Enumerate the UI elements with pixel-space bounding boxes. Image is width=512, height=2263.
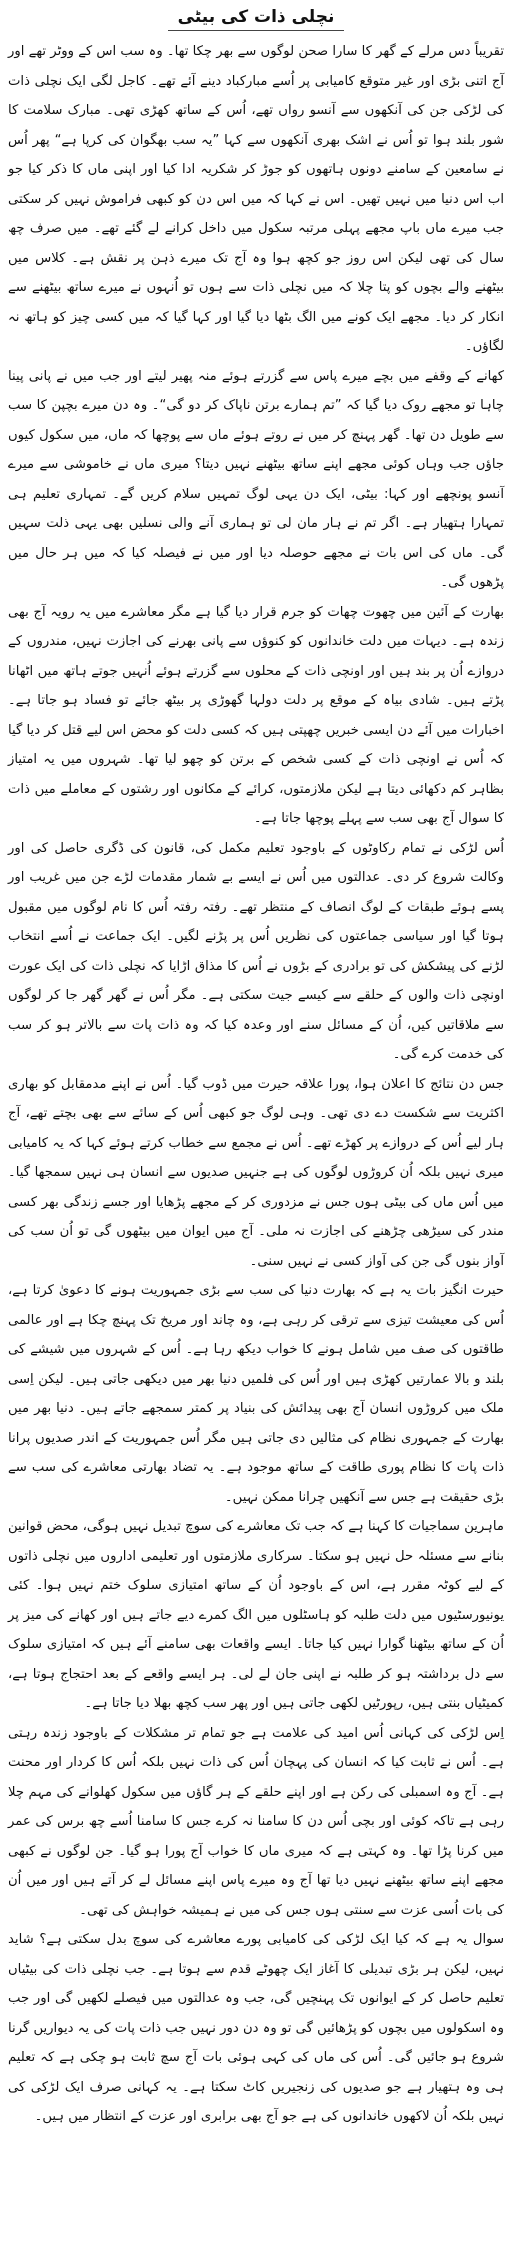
- paragraph: بھارت کے آئین میں چھوت چھات کو جرم قرار دیا گیا ہے مگر معاشرے میں یہ رویہ آج بھی زندہ ہے۔ دیہات میں دلت خاندانوں کو کنوؤں سے پانی بھرنے کی اجازت نہیں، مندروں کے دروازے اُن پر بند ہیں اور اونچی ذات کے محلوں سے گزرتے ہوئے اُنہیں جوتے ہاتھ میں اٹھانا پڑتے ہیں۔ شادی بیاہ کے موقع پر دلت دولہا گھوڑی پر بیٹھ جائے تو فساد ہو جاتا ہے۔ اخبارات میں آئے دن ایسی خبریں چھپتی ہیں کہ کسی دلت کو محض اس لیے قتل کر دیا گیا کہ اُس نے اونچی ذات کے کسی شخص کے برتن کو چھو لیا تھا۔ شہروں میں یہ امتیاز بظاہر کم دکھائی دیتا ہے لیکن ملازمتوں، کرائے کے مکانوں اور رشتوں کے معاملے میں ذات کا سوال آج بھی سب سے پہلے پوچھا جاتا ہے۔: [8, 604, 504, 826]
- paragraph: سوال یہ ہے کہ کیا ایک لڑکی کی کامیابی پورے معاشرے کی سوچ بدل سکتی ہے؟ شاید نہیں، لیکن ہر بڑی تبدیلی کا آغاز ایک چھوٹے قدم سے ہوتا ہے۔ جب نچلی ذات کی بیٹیاں تعلیم حاصل کر کے ایوانوں تک پہنچیں گی، جب وہ عدالتوں میں فیصلے لکھیں گی اور جب وہ اسکولوں میں بچوں کو پڑھائیں گی تو وہ دن دور نہیں جب ذات پات کی یہ دیواریں گرنا شروع ہو جائیں گی۔ اُس کی ماں کی کہی ہوئی بات آج سچ ثابت ہو چکی ہے کہ تعلیم ہی وہ ہتھیار ہے جو صدیوں کی زنجیریں کاٹ سکتا ہے۔ یہ کہانی صرف ایک لڑکی کی نہیں بلکہ اُن لاکھوں خاندانوں کی ہے جو آج بھی برابری اور عزت کے انتظار میں ہیں۔: [8, 1932, 504, 2124]
- paragraph: تقریباً دس مرلے کے گھر کا سارا صحن لوگوں سے بھر چکا تھا۔ وہ سب اس کے ووٹر تھے اور آج اتنی بڑی اور غیر متوقع کامیابی پر اُسے مبارکباد دینے آئے تھے۔ کاجل لگی ایک نچلی ذات کی لڑکی جن کی آنکھوں سے آنسو رواں تھے، اُس کے ساتھ کھڑی تھی۔ مبارک سلامت کا شور بلند ہوا تو اُس نے اشک بھری آنکھوں سے کہا ”یہ سب بھگوان کی کرپا ہے“ پھر اُس نے سامعین کے سامنے دونوں ہاتھوں کو جوڑ کر شکریہ ادا کیا اور اپنی ماں کا ذکر کیا جو اب اس دنیا میں نہیں تھیں۔ اس نے کہا کہ میں اس دن کو کبھی فراموش نہیں کر سکتی جب میرے ماں باپ مجھے پہلی مرتبہ سکول میں داخل کرانے لے گئے تھے۔ میں صرف چھ سال کی تھی لیکن اس روز جو کچھ ہوا وہ آج تک میرے ذہن پر نقش ہے۔ کلاس میں بیٹھنے والے بچوں کو پتا چلا کہ میں نچلی ذات سے ہوں تو اُنہوں نے میرے ساتھ بیٹھنے سے انکار کر دیا۔ مجھے ایک کونے میں الگ بٹھا دیا گیا اور کہا گیا کہ میں کسی چیز کو ہاتھ نہ لگاؤں۔: [8, 44, 504, 354]
- paragraph: جس دن نتائج کا اعلان ہوا، پورا علاقہ حیرت میں ڈوب گیا۔ اُس نے اپنے مدمقابل کو بھاری اکثریت سے شکست دے دی تھی۔ وہی لوگ جو کبھی اُس کے سائے سے بھی بچتے تھے، آج ہار لیے اُس کے دروازے پر کھڑے تھے۔ اُس نے مجمع سے خطاب کرتے ہوئے کہا کہ یہ کامیابی میری نہیں بلکہ اُن کروڑوں لوگوں کی ہے جنہیں صدیوں سے انسان ہی نہیں سمجھا گیا۔ میں اُس ماں کی بیٹی ہوں جس نے مزدوری کر کے مجھے پڑھایا اور جسے زندگی بھر کسی مندر کی سیڑھی چڑھنے کی اجازت نہ ملی۔ آج میں ایوان میں بیٹھوں گی تو اُن سب کی آواز بنوں گی جن کی آواز کسی نے نہیں سنی۔: [8, 1076, 504, 1269]
- paragraph: اُس لڑکی نے تمام رکاوٹوں کے باوجود تعلیم مکمل کی، قانون کی ڈگری حاصل کی اور وکالت شروع کر دی۔ عدالتوں میں اُس نے ایسے بے شمار مقدمات لڑے جن میں غریب اور پسے ہوئے طبقات کے لوگ انصاف کے منتظر تھے۔ رفتہ رفتہ اُس کا نام لوگوں میں مقبول ہوتا گیا اور سیاسی جماعتوں کی نظریں اُس پر پڑنے لگیں۔ ایک جماعت نے اُسے انتخاب لڑنے کی پیشکش کی تو برادری کے بڑوں نے اُس کا مذاق اڑایا کہ نچلی ذات کی ایک عورت اونچی ذات والوں کے حلقے سے کیسے جیت سکتی ہے۔ مگر اُس نے گھر گھر جا کر لوگوں سے ملاقاتیں کیں، اُن کے مسائل سنے اور وعدہ کیا کہ وہ ذات پات سے بالاتر ہو کر سب کی خدمت کرے گی۔: [8, 840, 504, 1062]
- article-title: نچلی ذات کی بیٹی: [168, 6, 345, 31]
- article-body: [8, 37, 504, 2132]
- paragraph: حیرت انگیز بات یہ ہے کہ بھارت دنیا کی سب سے بڑی جمہوریت ہونے کا دعویٰ کرتا ہے، اُس کی معیشت تیزی سے ترقی کر رہی ہے، وہ چاند اور مریخ تک پہنچ چکا ہے اور عالمی طاقتوں کی صف میں شامل ہونے کا خواب دیکھ رہا ہے۔ اُس کے شہروں میں شیشے کی بلند و بالا عمارتیں کھڑی ہیں اور اُس کی فلمیں دنیا بھر میں دیکھی جاتی ہیں۔ لیکن اِسی ملک میں کروڑوں انسان آج بھی پیدائش کی بنیاد پر کمتر سمجھے جاتے ہیں۔ دنیا بھر میں بھارت کے جمہوری نظام کی مثالیں دی جاتی ہیں مگر اُس جمہوریت کے اندر صدیوں پرانا ذات پات کا نظام پوری طاقت کے ساتھ موجود ہے۔ یہ تضاد بھارتی معاشرے کی سب سے بڑی حقیقت ہے جس سے آنکھیں چرانا ممکن نہیں۔: [8, 1283, 504, 1505]
- paragraph: ماہرین سماجیات کا کہنا ہے کہ جب تک معاشرے کی سوچ تبدیل نہیں ہوگی، محض قوانین بنانے سے مسئلہ حل نہیں ہو سکتا۔ سرکاری ملازمتوں اور تعلیمی اداروں میں نچلی ذاتوں کے لیے کوٹہ مقرر ہے، اس کے باوجود اُن کے ساتھ امتیازی سلوک ختم نہیں ہوا۔ کئی یونیورسٹیوں میں دلت طلبہ کو ہاسٹلوں میں الگ کمرے دیے جاتے ہیں اور کھانے کی میز پر اُن کے ساتھ بیٹھنا گوارا نہیں کیا جاتا۔ ایسے واقعات بھی سامنے آئے ہیں کہ امتیازی سلوک سے دل برداشتہ ہو کر طلبہ نے اپنی جان لے لی۔ ہر ایسے واقعے کے بعد احتجاج ہوتا ہے، کمیٹیاں بنتی ہیں، رپورٹیں لکھی جاتی ہیں اور پھر سب کچھ بھلا دیا جاتا ہے۔: [8, 1519, 504, 1711]
- paragraph: کھانے کے وقفے میں بچے میرے پاس سے گزرتے ہوئے منہ پھیر لیتے اور جب میں نے پانی پینا چاہا تو مجھے روک دیا گیا کہ ”تم ہمارے برتن ناپاک کر دو گی“۔ وہ دن میرے بچپن کا سب سے طویل دن تھا۔ گھر پہنچ کر میں نے روتے ہوئے ماں سے پوچھا کہ ماں، میں سکول کیوں جاؤں جب وہاں کوئی مجھے اپنے ساتھ بیٹھنے نہیں دیتا؟ میری ماں نے خاموشی سے میرے آنسو پونچھے اور کہا: بیٹی، ایک دن یہی لوگ تمہیں سلام کریں گے۔ تمہاری تعلیم ہی تمہارا ہتھیار ہے۔ اگر تم نے ہار مان لی تو ہماری آنے والی نسلیں بھی یہی ذلت سہیں گی۔ ماں کی اس بات نے مجھے حوصلہ دیا اور میں نے فیصلہ کیا کہ میں ہر حال میں پڑھوں گی۔: [8, 368, 504, 590]
- paragraph: اِس لڑکی کی کہانی اُس امید کی علامت ہے جو تمام تر مشکلات کے باوجود زندہ رہتی ہے۔ اُس نے ثابت کیا کہ انسان کی پہچان اُس کی ذات نہیں بلکہ اُس کا کردار اور محنت ہے۔ آج وہ اسمبلی کی رکن ہے اور اپنے حلقے کے ہر گاؤں میں سکول کھلوانے کی مہم چلا رہی ہے تاکہ کوئی اور بچی اُس دن کا سامنا نہ کرے جس کا سامنا اُسے چھ برس کی عمر میں کرنا پڑا تھا۔ وہ کہتی ہے کہ میری ماں کا خواب آج پورا ہو گیا۔ جن لوگوں نے کبھی مجھے اپنے ساتھ بیٹھنے نہیں دیا تھا آج وہ میرے پاس اپنے مسائل لے کر آتے ہیں اور میں اُن کی بات اُسی عزت سے سنتی ہوں جس کی میں نے ہمیشہ خواہش کی تھی۔: [8, 1725, 504, 1918]
